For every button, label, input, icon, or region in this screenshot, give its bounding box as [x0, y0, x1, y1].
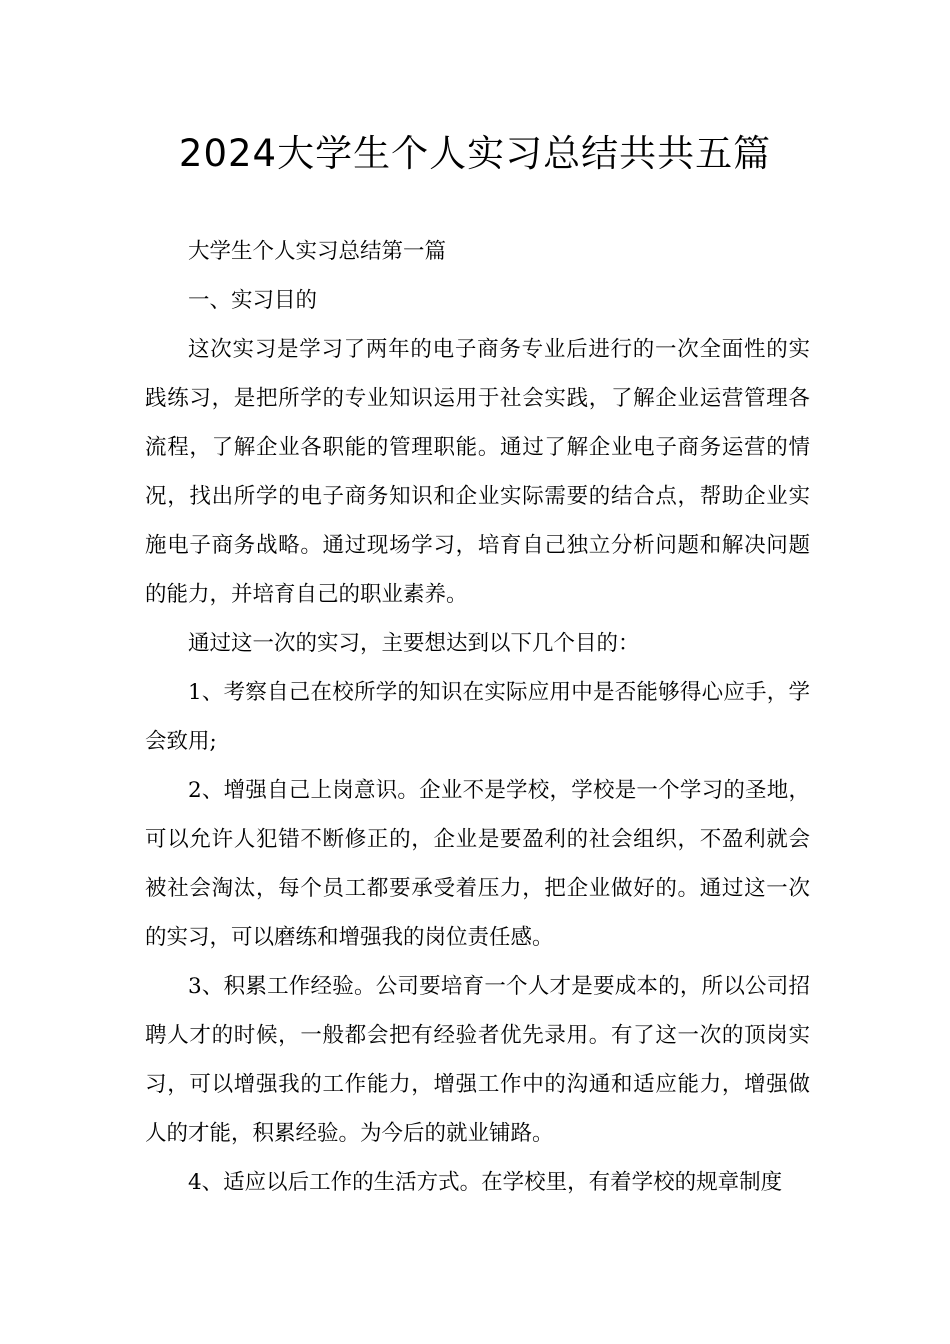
list-item: 2、增强自己上岗意识。企业不是学校，学校是一个学习的圣地，可以允许人犯错不断修正的，企业是要盈利的社会组织，不盈利就会被社会淘汰，每个员工都要承受着压力，把企业做好的。通过这一次的实习，可以磨练和增强我的岗位责任感。: [145, 778, 810, 950]
document-title: 2024大学生个人实习总结共共五篇: [178, 132, 772, 175]
paragraph: 这次实习是学习了两年的电子商务专业后进行的一次全面性的实践练习，是把所学的专业知识运用于社会实践，了解企业运营管理各流程，了解企业各职能的管理职能。通过了解企业电子商务运营的情况，找出所学的电子商务知识和企业实际需要的结合点，帮助企业实施电子商务战略。通过现场学习，培育自己独立分析问题和解决问题的能力，并培育自己的职业素养。: [145, 337, 810, 607]
document-body: [145, 227, 810, 1207]
section-heading: 大学生个人实习总结第一篇: [188, 239, 447, 264]
list-item: 3、积累工作经验。公司要培育一个人才是要成本的，所以公司招聘人才的时候，一般都会把有经验者优先录用。有了这一次的顶岗实习，可以增强我的工作能力，增强工作中的沟通和适应能力，增强做人的才能，积累经验。为今后的就业铺路。: [145, 974, 810, 1146]
list-item: 1、考察自己在校所学的知识在实际应用中是否能够得心应手，学会致用;: [145, 680, 810, 754]
list-item: 4、适应以后工作的生活方式。在学校里，有着学校的规章制度: [188, 1170, 783, 1195]
subsection-heading: 一、实习目的: [188, 288, 318, 313]
paragraph: 通过这一次的实习，主要想达到以下几个目的：: [188, 631, 640, 656]
